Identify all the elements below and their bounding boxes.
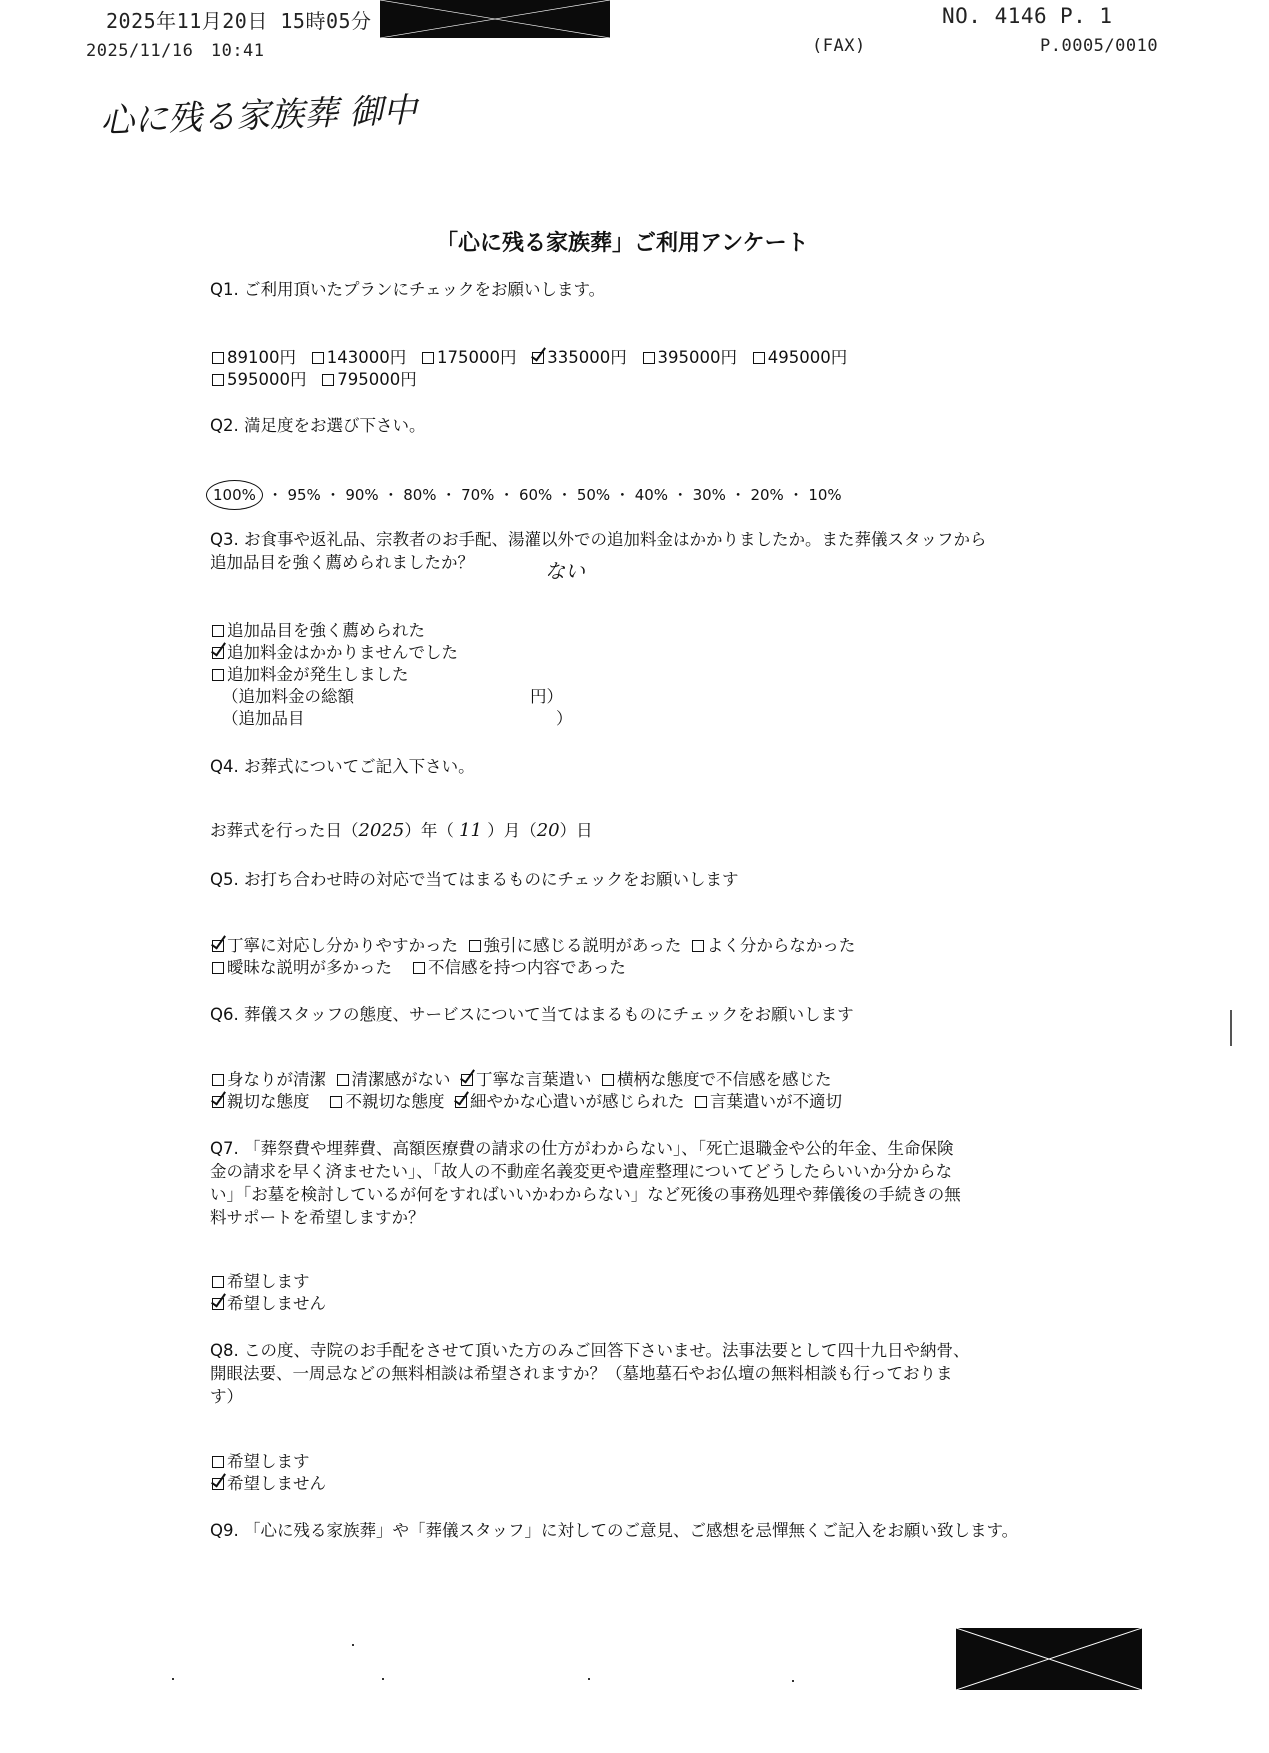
checkbox-checked[interactable] [455, 1096, 467, 1108]
q7-question-line1: Q7. 「葬祭費や埋葬費、高額医療費の請求の仕方がわからない」、「死亡退職金や公的年金、生命保険 [210, 1139, 954, 1158]
q1-option[interactable]: 175000円 [422, 348, 517, 367]
q1-options-row2 [212, 369, 417, 391]
scan-speck [382, 1678, 384, 1680]
q2-scale [214, 480, 842, 510]
q4-year[interactable]: 2025 [358, 820, 405, 841]
q1-option[interactable]: 795000円 [322, 370, 417, 389]
q3-total-unit: 円） [530, 687, 563, 706]
sent-stamp: 2025/11/16 10:41 [86, 41, 265, 61]
received-stamp: 2025年11月20日 15時05分 [106, 9, 372, 33]
scan-speck [792, 1680, 794, 1682]
checkbox[interactable] [602, 1074, 614, 1086]
q2-scale-rest: ・ 95% ・ 90% ・ 80% ・ 70% ・ 60% ・ 50% ・ 40% ・ 30% ・ 20% ・ 10% [267, 486, 842, 504]
q6-option[interactable]: 身なりが清潔 [212, 1070, 326, 1089]
checkbox[interactable] [212, 1456, 224, 1468]
scan-speck [588, 1678, 590, 1680]
checkbox[interactable] [692, 940, 704, 952]
checkbox[interactable] [695, 1096, 707, 1108]
fax-number: NO. 4146 [942, 4, 1048, 28]
fax-page: P. 1 [1060, 4, 1113, 28]
checkbox[interactable] [422, 352, 434, 364]
q1-options-row1 [212, 347, 847, 369]
checkbox[interactable] [212, 669, 224, 681]
q2-selected-circled[interactable]: 100% [206, 480, 263, 510]
q4-question: Q4. お葬式についてご記入下さい。 [210, 757, 475, 776]
checkbox[interactable] [212, 625, 224, 637]
q4-day-suffix: ）日 [559, 821, 593, 840]
scan-speck [172, 1678, 174, 1680]
q4-month-suffix: ）月（ [487, 821, 537, 840]
q5-options-row1 [212, 935, 855, 957]
q4-date-label: お葬式を行った日（ [210, 821, 359, 840]
checkbox[interactable] [337, 1074, 349, 1086]
q5-option[interactable]: 強引に感じる説明があった [469, 936, 682, 955]
q5-options-row2 [212, 957, 626, 979]
checkbox[interactable] [212, 352, 224, 364]
q1-option[interactable]: 335000円 [532, 348, 627, 367]
checkbox[interactable] [330, 1096, 342, 1108]
q1-option[interactable]: 89100円 [212, 348, 296, 367]
checkbox[interactable] [212, 1276, 224, 1288]
q6-option[interactable]: 丁寧な言葉遣い [461, 1070, 592, 1089]
q4-date-line [210, 820, 593, 842]
q1-option[interactable]: 143000円 [312, 348, 407, 367]
q4-month[interactable]: 11 [459, 820, 482, 841]
q1-question: Q1. ご利用頂いたプランにチェックをお願いします。 [210, 280, 606, 299]
q6-options-row1 [212, 1069, 832, 1091]
checkbox[interactable] [322, 374, 334, 386]
redaction-block-bottom [956, 1628, 1142, 1690]
q6-options-row2 [212, 1091, 842, 1113]
q7-option[interactable]: 希望しません [212, 1293, 326, 1315]
q2-question: Q2. 満足度をお選び下さい。 [210, 416, 426, 435]
q9-question: Q9. 「心に残る家族葬」や「葬儀スタッフ」に対してのご意見、ご感想を忌憚無くご記入をお願い致します。 [210, 1521, 1019, 1540]
checkbox[interactable] [643, 352, 655, 364]
checkbox-checked[interactable] [212, 1298, 224, 1310]
q8-question-line3: す） [210, 1387, 243, 1406]
q4-day[interactable]: 20 [536, 820, 560, 841]
q5-option[interactable]: 丁寧に対応し分かりやすかった [212, 936, 458, 955]
q6-option[interactable]: 横柄な態度で不信感を感じた [602, 1070, 832, 1089]
q1-option[interactable]: 595000円 [212, 370, 307, 389]
q3-handwritten-answer: ない [545, 559, 585, 583]
q8-option[interactable]: 希望します [212, 1451, 310, 1473]
checkbox-checked[interactable] [532, 352, 544, 364]
checkbox-checked[interactable] [212, 1478, 224, 1490]
q3-items-close: ） [556, 709, 573, 728]
q6-option[interactable]: 言葉遣いが不適切 [695, 1092, 842, 1111]
scan-edge-mark [1230, 1010, 1232, 1046]
checkbox[interactable] [212, 962, 224, 974]
scan-speck [352, 1644, 354, 1646]
checkbox[interactable] [212, 1074, 224, 1086]
checkbox[interactable] [312, 352, 324, 364]
q6-option[interactable]: 親切な態度 [212, 1092, 310, 1111]
fax-page-of: P.0005/0010 [1040, 36, 1159, 56]
q7-question-line3: い」「お墓を検討しているが何をすればいいかわからない」など死後の事務処理や葬儀後の手続きの無 [210, 1185, 961, 1204]
q5-option[interactable]: よく分からなかった [692, 936, 856, 955]
q7-option[interactable]: 希望します [212, 1271, 310, 1293]
checkbox[interactable] [753, 352, 765, 364]
checkbox[interactable] [469, 940, 481, 952]
q1-option[interactable]: 395000円 [643, 348, 738, 367]
checkbox[interactable] [212, 374, 224, 386]
q5-question: Q5. お打ち合わせ時の対応で当てはまるものにチェックをお願いします [210, 870, 739, 889]
form-title: 「心に残る家族葬」ご利用アンケート [436, 231, 809, 256]
checkbox-checked[interactable] [212, 940, 224, 952]
checkbox[interactable] [413, 962, 425, 974]
q4-year-suffix: ）年（ [404, 821, 454, 840]
q3-option[interactable]: 追加料金が発生しました [212, 664, 409, 686]
q8-option[interactable]: 希望しません [212, 1473, 326, 1495]
q1-option[interactable]: 495000円 [753, 348, 848, 367]
q8-question-line1: Q8. この度、寺院のお手配をさせて頂いた方のみご回答下さいませ。法事法要として四十九日や納骨、 [210, 1341, 970, 1360]
q6-option[interactable]: 清潔感がない [337, 1070, 451, 1089]
q7-question-line2: 金の請求を早く済ませたい」、「故人の不動産名義変更や遺産整理についてどうしたらいいか分からな [210, 1162, 953, 1181]
checkbox-checked[interactable] [461, 1074, 473, 1086]
checkbox-checked[interactable] [212, 1096, 224, 1108]
q3-option[interactable]: 追加料金はかかりませんでした [212, 642, 458, 664]
q3-items-label: （追加品目 [222, 709, 305, 728]
q7-question-line4: 料サポートを希望しますか？ [210, 1208, 425, 1227]
q3-question-line2: 追加品目を強く薦められましたか？ [210, 553, 474, 572]
q3-option[interactable]: 追加品目を強く薦められた [212, 620, 425, 642]
q5-option[interactable]: 曖昧な説明が多かった [212, 958, 392, 977]
redaction-block-top [380, 0, 610, 38]
handwritten-addressee: 心に残る家族葬 御中 [99, 90, 418, 142]
q6-question: Q6. 葬儀スタッフの態度、サービスについて当てはまるものにチェックをお願いします [210, 1005, 854, 1024]
fax-label: (FAX) [812, 36, 866, 56]
q6-option[interactable]: 不親切な態度 [330, 1092, 444, 1111]
q8-question-line2: 開眼法要、一周忌などの無料相談は希望されますか？（墓地墓石やお仏壇の無料相談も行っておりま [210, 1364, 953, 1383]
q3-total-label: （追加料金の総額 [222, 687, 354, 706]
checkbox-checked[interactable] [212, 647, 224, 659]
q6-option[interactable]: 細やかな心遣いが感じられた [455, 1092, 685, 1111]
q5-option[interactable]: 不信感を持つ内容であった [413, 958, 626, 977]
q3-question-line1: Q3. お食事や返礼品、宗教者のお手配、湯灌以外での追加料金はかかりましたか。また葬儀スタッフから [210, 530, 987, 549]
